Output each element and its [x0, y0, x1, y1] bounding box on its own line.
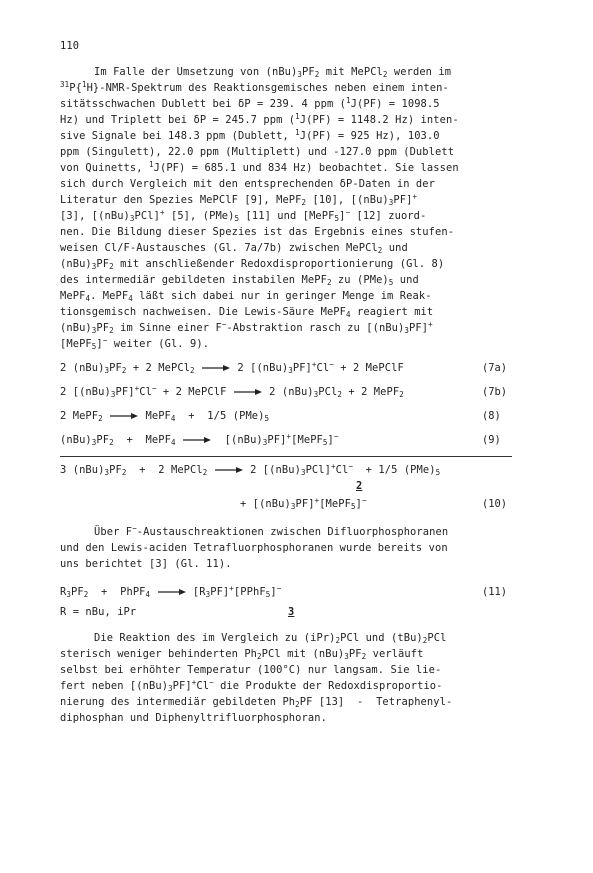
p1-line-14: des intermediär gebildeten instabilen MePF$_2$ zu $(PMe)_5$ und [60, 274, 419, 287]
reaction-arrow-icon [182, 436, 212, 444]
equation-11: $R_3PF_2$ + PhPF$_4$ $[R_3PF]^+[PPhF_5]^-$ [60, 584, 282, 599]
p3-line-3: selbst bei erhöhter Temperatur (100°C) nur langsam. Sie lie- [60, 664, 442, 676]
p3-line-6: diphosphan und Diphenyltrifluorphosphoran. [60, 712, 327, 724]
p1-line-16: tionsgemisch nachweisen. Die Lewis-Säure MePF$_4$ reagiert mit [60, 306, 434, 319]
equation-9: $(nBu)_3PF_2$ + MePF$_4$ $[(nBu)_3PF]^+[MePF_5]^-$ [60, 432, 339, 447]
p1-line-17: $(nBu)_3PF_2$ im Sinne einer F−-Abstraktion rasch zu $[(nBu)_3PF]^+$ [60, 320, 433, 335]
summation-rule [60, 456, 512, 457]
p2-line-1: Über F−-Austauschreaktionen zwischen Difluorphosphoranen [94, 524, 449, 538]
p1-line-2: $^{31}$P{$^1$H}-NMR-Spektrum des Reaktionsgemisches neben einem inten- [60, 80, 449, 94]
equation-8: 2 MePF$_2$ MePF$_4$ + 1/5 $(PMe)_5$ [60, 410, 270, 423]
reaction-arrow-icon [201, 364, 231, 372]
p1-line-6: ppm (Singulett), 22.0 ppm (Multiplett) und -127.0 ppm (Dublett [60, 146, 455, 158]
p1-line-13: $(nBu)_3PF_2$ mit anschließender Redoxdisproportionierung (Gl. 8) [60, 258, 445, 271]
p1-line-10: [3], $[(nBu)_3PCl]^+$ [5], $(PMe)_5$ [11] und [MePF$_5$]− [12] zuord- [60, 208, 427, 223]
p3-line-1: Die Reaktion des im Vergleich zu $(iPr)_2PCl$ und $(tBu)_2PCl$ [94, 632, 447, 645]
equation-label-9: (9) [482, 434, 501, 446]
p1-line-15: MePF$_4$. MePF$_4$ läßt sich dabei nur in geringer Menge im Reak- [60, 290, 432, 303]
p1-line-1: Im Falle der Umsetzung von $(nBu)_3PF_2$ mit MePCl$_2$ werden im [94, 66, 452, 79]
equation-10: 3 $(nBu)_3PF_2 + 2$ MePCl$_2$ 2 $[(nBu)_3PCl]^+Cl^- + 1/5$ $(PMe)_5$ [60, 462, 441, 477]
page-number: 110 [60, 40, 80, 52]
p1-line-3: sitätsschwachen Dublett bei δP = 239. 4 ppm ($^1$J(PF) = 1098.5 [60, 96, 440, 110]
p1-line-18: [MePF$_5$]− weiter (Gl. 9). [60, 336, 210, 351]
equation-label-8: (8) [482, 410, 501, 422]
compound-number-3: 3 [288, 606, 295, 618]
equation-label-11: (11) [482, 586, 508, 598]
reaction-arrow-icon [157, 588, 187, 596]
p1-line-8: sich durch Vergleich mit den entsprechenden δP-Daten in der [60, 178, 435, 190]
compound-number-2: 2 [356, 480, 363, 492]
equation-label-7a: (7a) [482, 362, 508, 374]
p1-line-4: Hz) und Triplett bei δP = 245.7 ppm ($^1$J(PF) = 1148.2 Hz) inten- [60, 112, 459, 126]
p3-line-5: nierung des intermediär gebildeten $Ph_2PF$ [13] - Tetraphenyl- [60, 696, 453, 709]
p1-line-5: sive Signale bei 148.3 ppm (Dublett, $^1$J(PF) = 925 Hz), 103.0 [60, 128, 440, 142]
substituent-definition: R = nBu, iPr [60, 606, 137, 618]
equation-10-continuation: + $[(nBu)_3PF]^+[MePF_5]^-$ [240, 496, 367, 511]
p3-line-4: fert neben $[(nBu)_3PF]^+Cl^-$ die Produkte der Redoxdisproportio- [60, 678, 443, 693]
p2-line-2: und den Lewis-aciden Tetrafluorphosphoranen wurde bereits von [60, 542, 448, 554]
p1-line-12: weisen Cl/F-Austausches (Gl. 7a/7b) zwischen MePCl$_2$ und [60, 242, 408, 255]
reaction-arrow-icon [109, 412, 139, 420]
p1-line-9: Literatur den Spezies MePClF [9], MePF$_2$ [10], $[(nBu)_3PF]^+$ [60, 192, 418, 207]
equation-label-7b: (7b) [482, 386, 508, 398]
equation-7b: 2 $[(nBu)_3PF]^+Cl^- + 2$ MePClF 2 $(nBu)_3PCl_2 + 2$ MePF$_2$ [60, 384, 404, 399]
equation-label-10: (10) [482, 498, 508, 510]
p1-line-7: von Quinetts, $^1$J(PF) = 685.1 und 834 Hz) beobachtet. Sie lassen [60, 160, 459, 174]
p2-line-3: uns berichtet [3] (Gl. 11). [60, 558, 232, 570]
reaction-arrow-icon [214, 466, 244, 474]
p3-line-2: sterisch weniger behinderten $Ph_2PCl$ mit $(nBu)_3PF_2$ verläuft [60, 648, 424, 661]
equation-7a: 2 $(nBu)_3PF_2 + 2$ MePCl$_2$ 2 $[(nBu)_3PF]^+Cl^- + 2$ MePClF [60, 360, 404, 375]
p1-line-11: nen. Die Bildung dieser Spezies ist das Ergebnis eines stufen- [60, 226, 455, 238]
reaction-arrow-icon [233, 388, 263, 396]
